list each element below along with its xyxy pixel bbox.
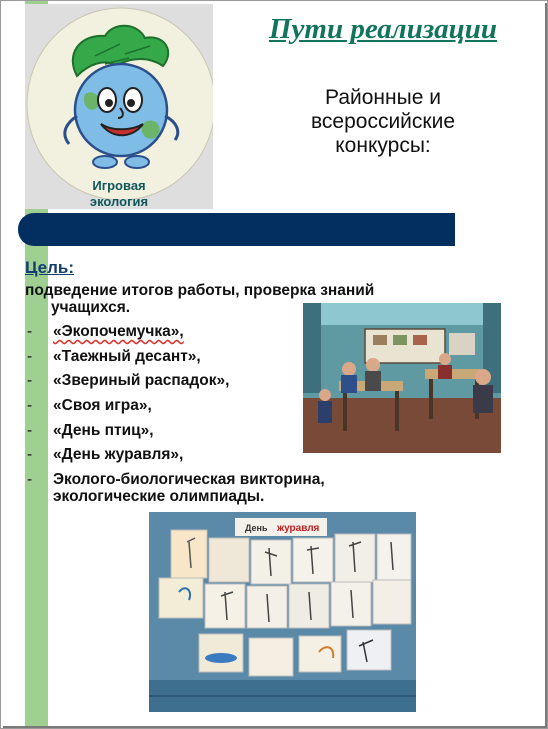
goal-label: Цель: bbox=[25, 258, 74, 277]
banner-word2: журавля bbox=[277, 523, 320, 534]
classroom-photo-icon bbox=[303, 303, 501, 453]
navy-divider-bar bbox=[18, 213, 455, 246]
list-bullet: - bbox=[27, 471, 33, 489]
list-item-text: «День журавля», bbox=[53, 446, 184, 464]
list-item-text: «День птиц», bbox=[53, 421, 154, 439]
list-item-text: «Таежный десант», bbox=[53, 347, 201, 365]
list-item bbox=[25, 471, 395, 505]
list-item-text: «Экопочемучка», bbox=[53, 323, 184, 340]
list-item-text: «Своя игра», bbox=[53, 397, 152, 415]
list-bullet: - bbox=[27, 421, 33, 439]
classroom-photo bbox=[303, 303, 501, 453]
crane-drawings-photo-icon bbox=[149, 512, 416, 712]
goal-text-line1: подведение итогов работы, проверка знаний bbox=[25, 282, 375, 299]
logo-caption-line1: Игровая bbox=[92, 178, 146, 193]
banner-word1: День bbox=[245, 523, 268, 533]
subtitle-line2: всероссийские bbox=[310, 110, 456, 133]
list-item-text-line2: экологические олимпиады. bbox=[53, 488, 265, 506]
slide-title: Пути реализации bbox=[268, 13, 498, 45]
slide-shadow-bottom bbox=[3, 726, 548, 728]
logo-caption-line2: экология bbox=[89, 194, 149, 209]
goal-text-line2: учащихся. bbox=[51, 299, 131, 316]
logo-caption bbox=[25, 178, 213, 210]
subtitle-line1: Районные и bbox=[325, 86, 441, 109]
slide-shadow-right bbox=[545, 3, 547, 729]
list-bullet: - bbox=[27, 347, 33, 365]
list-item-text: «Звериный распадок», bbox=[53, 372, 230, 390]
list-bullet: - bbox=[27, 323, 33, 340]
list-bullet: - bbox=[27, 446, 33, 464]
crane-drawings-photo bbox=[149, 512, 416, 712]
subtitle-line3: конкурсы: bbox=[335, 134, 431, 157]
slide-subtitle bbox=[263, 86, 503, 158]
list-bullet: - bbox=[27, 397, 33, 415]
list-bullet: - bbox=[27, 372, 33, 390]
list-item-text-line1: Эколого-биологическая викторина, bbox=[53, 471, 325, 489]
